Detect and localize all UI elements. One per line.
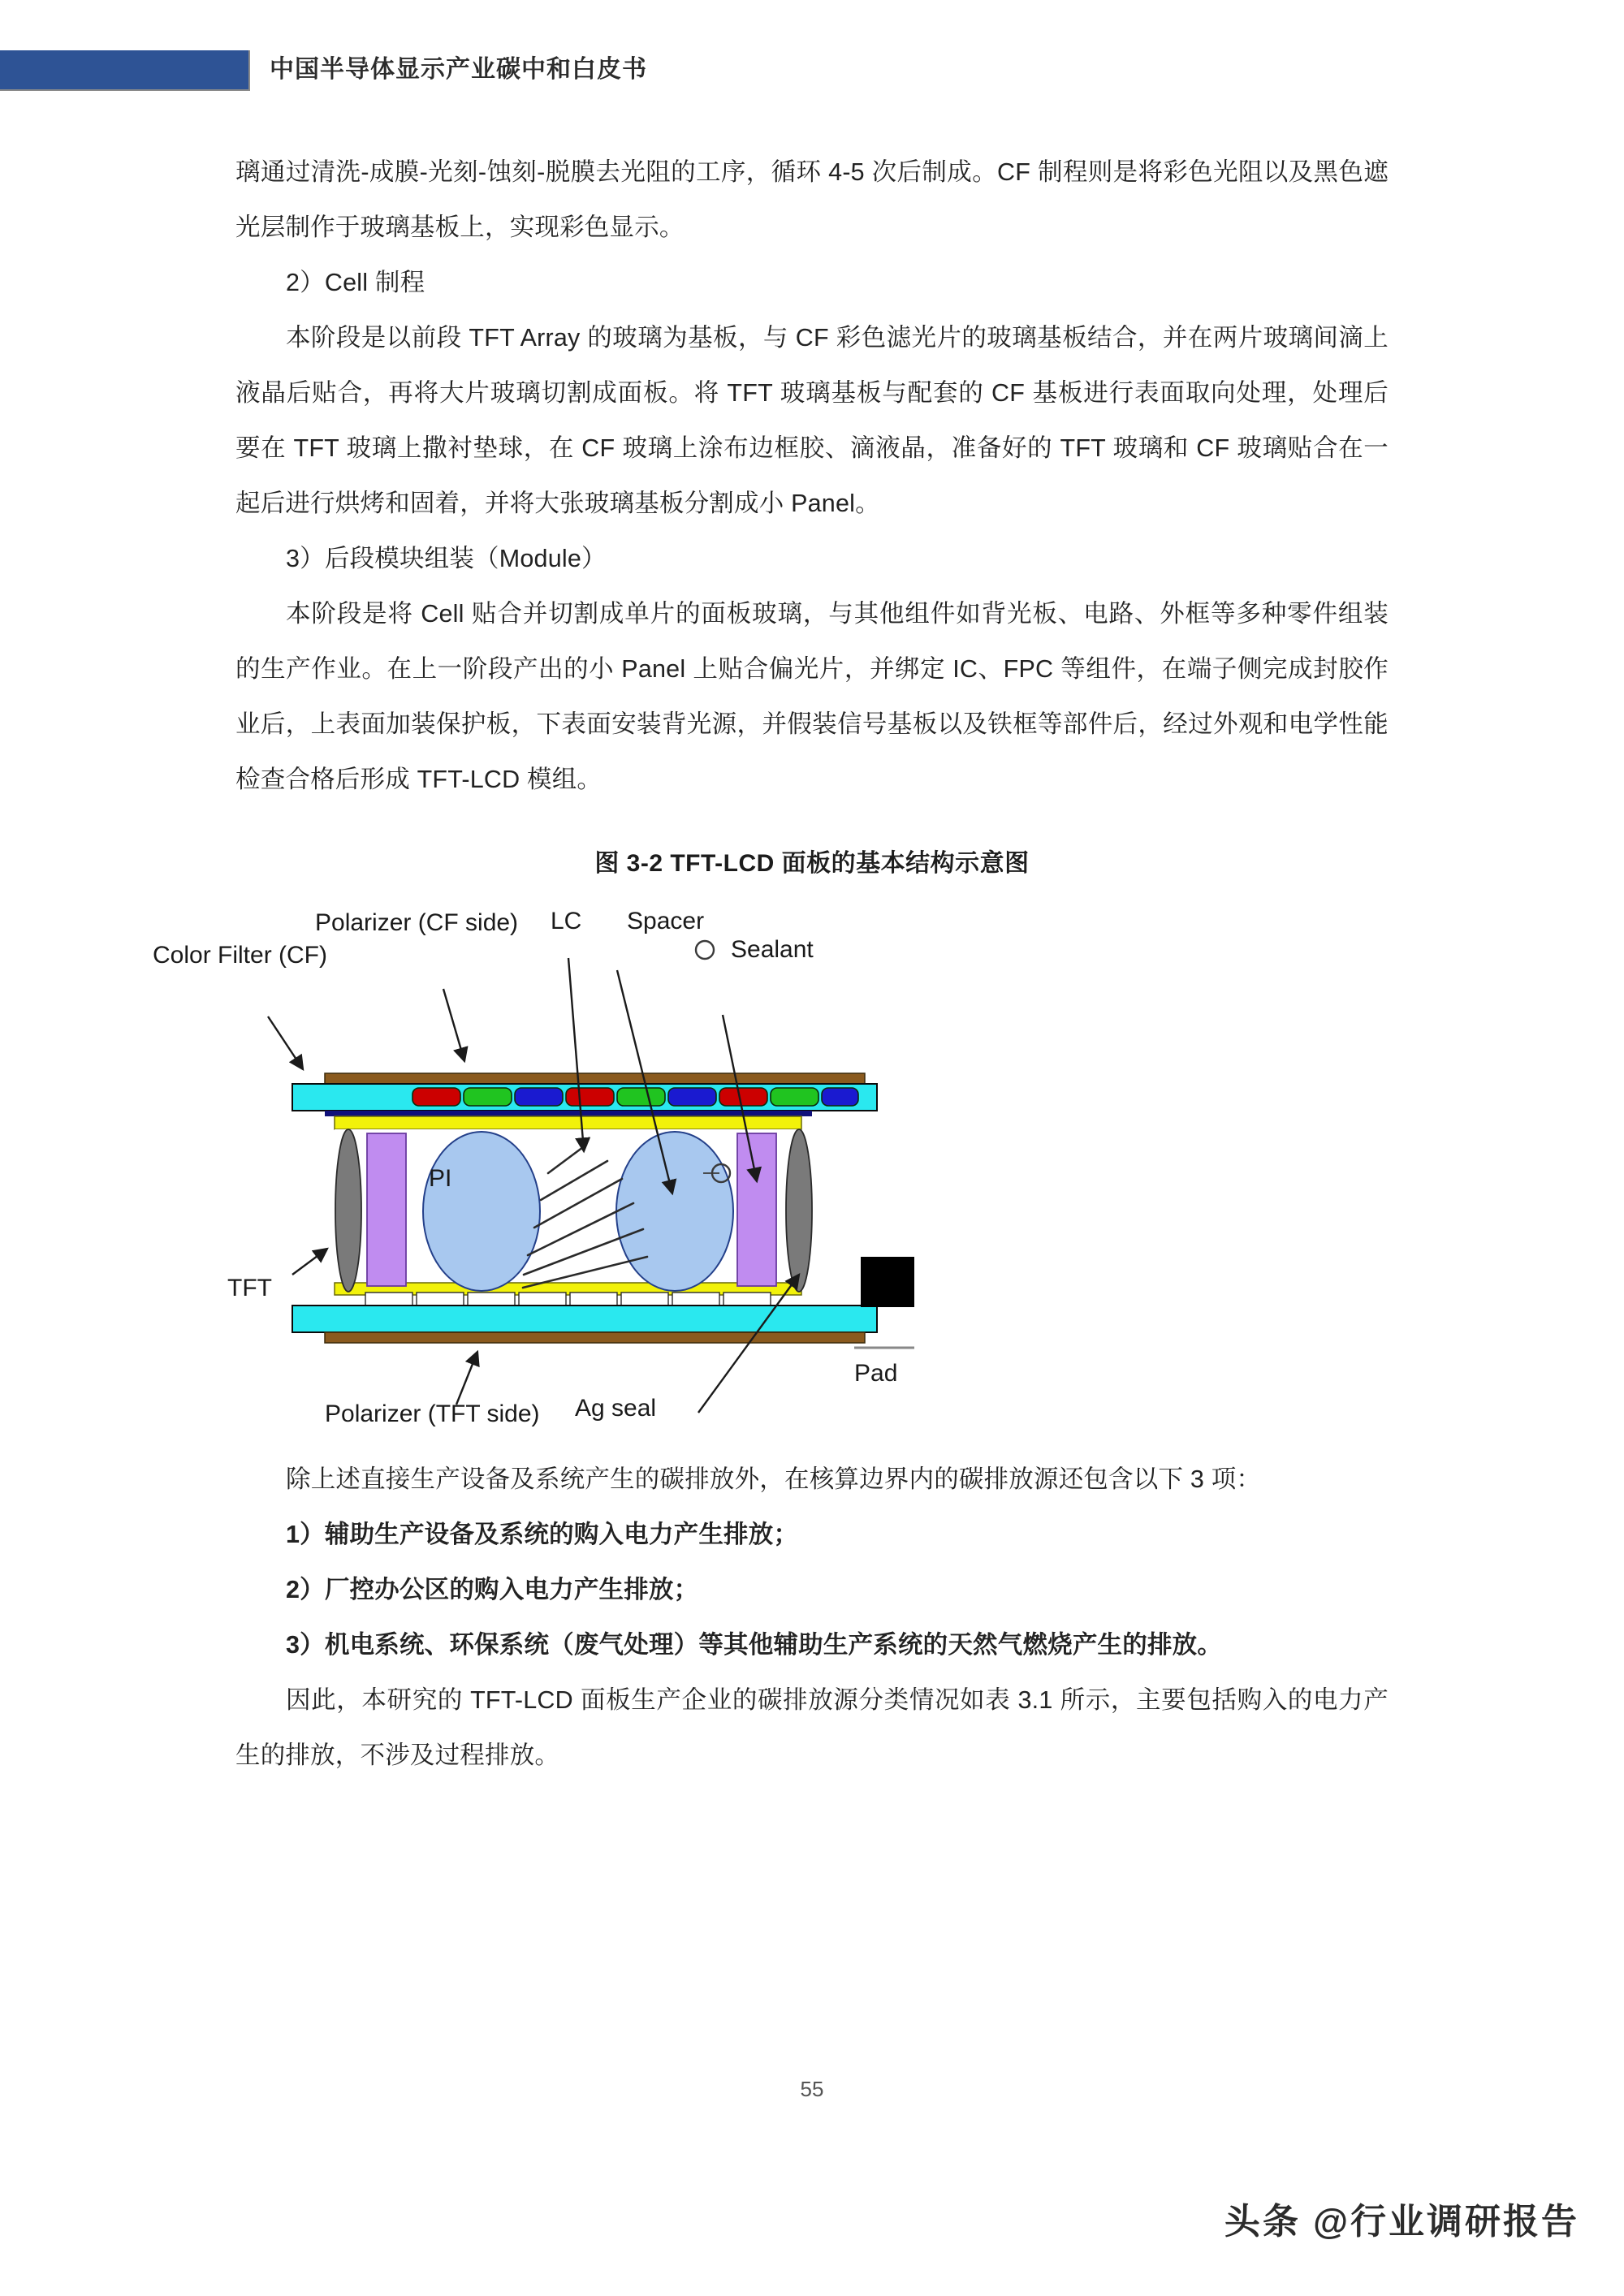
list-item: 1）辅助生产设备及系统的购入电力产生排放； xyxy=(286,1521,799,1548)
header-title: 中国半导体显示产业碳中和白皮书 xyxy=(270,56,647,83)
figure-label-pi: PI xyxy=(429,1165,452,1192)
tft-lcd-structure-diagram xyxy=(153,893,1380,1427)
figure-label-polarizer-cf: Polarizer (CF side) xyxy=(315,909,519,936)
figure-label-tft: TFT xyxy=(227,1275,272,1301)
figure-label-lc: LC xyxy=(551,908,582,934)
figure-label-spacer: Spacer xyxy=(627,908,705,934)
figure-label-ag-seal: Ag seal xyxy=(575,1395,657,1422)
list-item: 3）机电系统、环保系统（废气处理）等其他辅助生产系统的天然气燃烧产生的排放。 xyxy=(286,1631,1223,1659)
paragraph: 璃通过清洗-成膜-光刻-蚀刻-脱膜去光阻的工序，循环 4-5 次后制成。CF 制程则是将彩色光阻以及黑色遮光层制作于玻璃基板上，实现彩色显示。 xyxy=(235,158,1389,241)
watermark: 头条 @行业调研报告 xyxy=(1224,2202,1579,2242)
paragraph: 本阶段是以前段 TFT Array 的玻璃为基板，与 CF 彩色滤光片的玻璃基板结合，并在两片玻璃间滴上液晶后贴合，再将大片玻璃切割成面板。将 TFT 玻璃基板与配套的 CF 基板进行表面取向处理，处理后要在 TFT 玻璃上撒衬垫球，在 CF 玻璃上涂布边框胶、滴液晶，准备好的 TFT 玻璃和 CF 玻璃贴合在一起后进行烘烤和固着，并将大张玻璃基板分割成小 Panel。 xyxy=(235,324,1389,517)
page-number: 55 xyxy=(800,2077,824,2101)
body-text-upper xyxy=(235,145,1389,807)
figure-label-sealant: Sealant xyxy=(731,936,814,963)
figure-label-color-filter: Color Filter (CF) xyxy=(153,942,327,969)
paragraph-heading-module: 3）后段模块组装（Module） xyxy=(286,545,607,572)
header-accent-bar xyxy=(0,50,250,91)
paragraph: 因此，本研究的 TFT-LCD 面板生产企业的碳排放源分类情况如表 3.1 所示，主要包括购入的电力产生的排放，不涉及过程排放。 xyxy=(235,1686,1389,1769)
list-item: 2）厂控办公区的购入电力产生排放； xyxy=(286,1576,699,1603)
paragraph-heading-cell: 2）Cell 制程 xyxy=(286,269,425,296)
paragraph: 本阶段是将 Cell 贴合并切割成单片的面板玻璃，与其他组件如背光板、电路、外框等多种零件组装的生产作业。在上一阶段产出的小 Panel 上贴合偏光片，并绑定 IC、FPC 等组件，在端子侧完成封胶作业后，上表面加装保护板，下表面安装背光源，并假装信号基板以及铁框等部件后，经过外观和电学性能检查合格后形成 TFT-LCD 模组。 xyxy=(235,600,1389,793)
body-text-lower xyxy=(235,1452,1389,1783)
figure-caption: 图 3-2 TFT-LCD 面板的基本结构示意图 xyxy=(594,850,1030,877)
figure-label-pad: Pad xyxy=(854,1360,898,1387)
figure-label-polarizer-tft: Polarizer (TFT side) xyxy=(325,1400,540,1427)
paragraph: 除上述直接生产设备及系统产生的碳排放外，在核算边界内的碳排放源还包含以下 3 项： xyxy=(286,1465,1262,1493)
